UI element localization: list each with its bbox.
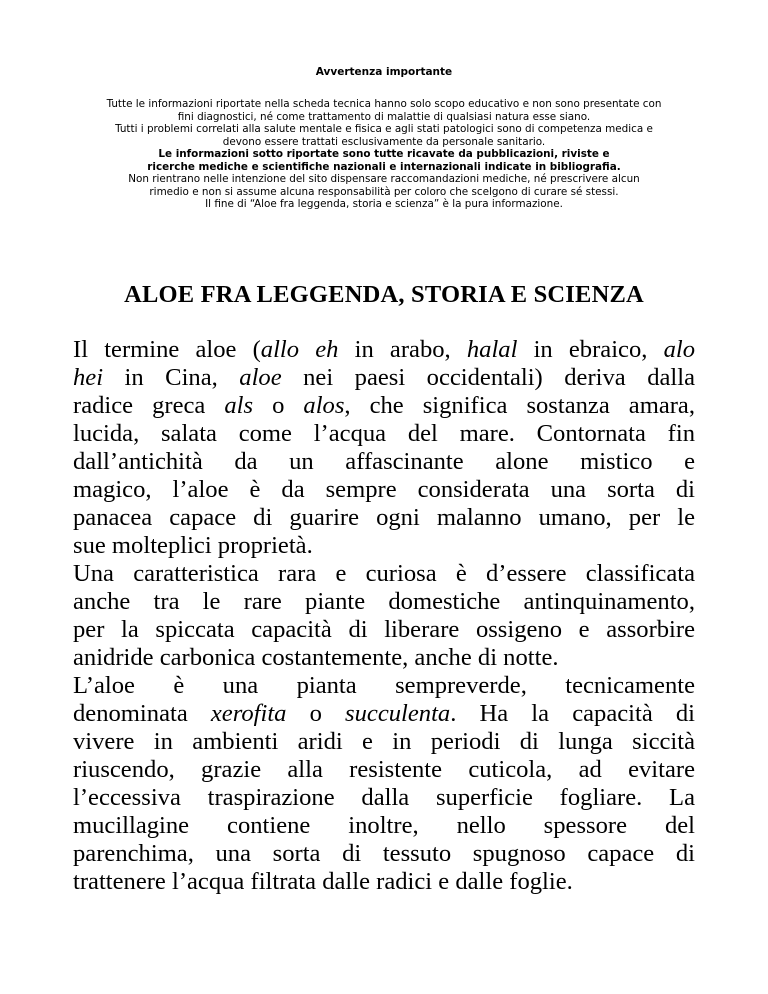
disclaimer-line-bold: Le informazioni sotto riportate sono tutte ricavate da pubblicazioni, riviste e bbox=[158, 148, 610, 160]
disclaimer-line: fini diagnostici, né come trattamento di malattie di qualsiasi natura esse siano. bbox=[177, 110, 591, 123]
disclaimer-block bbox=[60, 98, 708, 211]
body-line: Il termine aloe (allo eh in arabo, halal in ebraico, alo bbox=[73, 336, 696, 363]
notice-title: Avvertenza importante bbox=[315, 66, 453, 78]
body-line: sue molteplici proprietà. bbox=[73, 532, 313, 559]
body-line: riuscendo, grazie alla resistente cuticola, ad evitare bbox=[73, 756, 695, 783]
body-text bbox=[73, 336, 695, 896]
body-line: anidride carbonica costantemente, anche di notte. bbox=[73, 644, 559, 671]
body-line: magico, l’aloe è da sempre considerata una sorta di bbox=[73, 476, 695, 503]
body-line: anche tra le rare piante domestiche antinquinamento, bbox=[73, 588, 695, 615]
disclaimer-line: devono essere trattati esclusivamente da personale sanitario. bbox=[222, 135, 546, 148]
disclaimer-line-bold: ricerche mediche e scientifiche nazionali e internazionali indicate in bibliografia. bbox=[147, 160, 621, 173]
body-line: denominata xerofita o succulenta. Ha la capacità di bbox=[73, 700, 695, 727]
body-line: hei in Cina, aloe nei paesi occidentali) deriva dalla bbox=[73, 364, 695, 391]
body-line: dall’antichità da un affascinante alone mistico e bbox=[73, 448, 695, 475]
body-line: radice greca als o alos, che significa sostanza amara, bbox=[73, 392, 695, 419]
disclaimer-line: Non rientrano nelle intenzione del sito dispensare raccomandazioni mediche, né prescrivere alcun bbox=[128, 173, 640, 185]
body-line: mucillagine contiene inoltre, nello spessore del bbox=[73, 812, 695, 839]
disclaimer-line: rimedio e non si assume alcuna responsabilità per coloro che scelgono di curare sé stessi. bbox=[149, 185, 619, 198]
body-line: L’aloe è una pianta sempreverde, tecnicamente bbox=[73, 672, 695, 699]
body-line: trattenere l’acqua filtrata dalle radici e dalle foglie. bbox=[73, 868, 573, 895]
body-line: Una caratteristica rara e curiosa è d’essere classificata bbox=[73, 560, 695, 587]
disclaimer-line: Il fine di “Aloe fra leggenda, storia e scienza” è la pura informazione. bbox=[205, 198, 563, 210]
disclaimer-line: Tutte le informazioni riportate nella scheda tecnica hanno solo scopo educativo e non sono presentate con bbox=[106, 98, 662, 110]
document-title: ALOE FRA LEGGENDA, STORIA E SCIENZA bbox=[124, 281, 644, 308]
body-line: panacea capace di guarire ogni malanno umano, per le bbox=[73, 504, 695, 531]
body-line: vivere in ambienti aridi e in periodi di lunga siccità bbox=[73, 728, 695, 755]
body-line: parenchima, una sorta di tessuto spugnoso capace di bbox=[73, 840, 695, 867]
disclaimer-line: Tutti i problemi correlati alla salute mentale e fisica e agli stati patologici sono di competenza medica e bbox=[115, 123, 653, 135]
body-line: lucida, salata come l’acqua del mare. Contornata fin bbox=[73, 420, 695, 447]
body-line: l’eccessiva traspirazione dalla superficie fogliare. La bbox=[73, 784, 695, 811]
body-line: per la spiccata capacità di liberare ossigeno e assorbire bbox=[73, 616, 695, 643]
